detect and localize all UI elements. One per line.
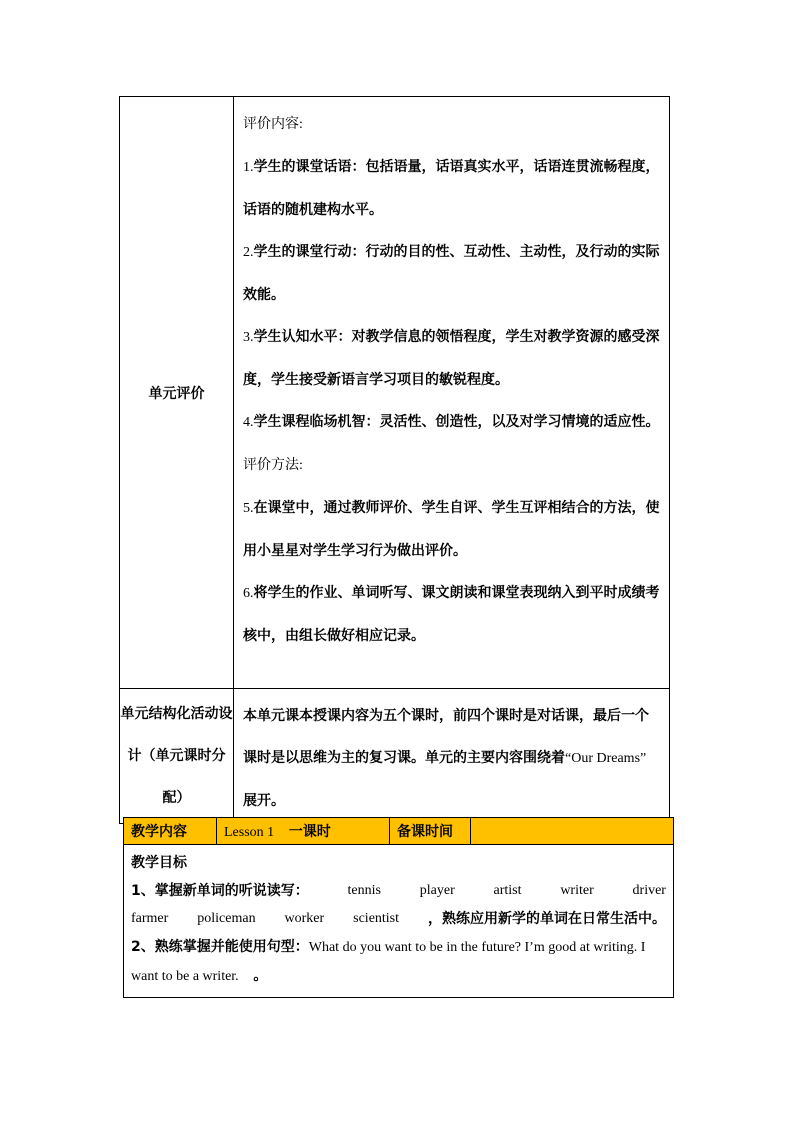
content-title: 评价内容: [243, 116, 303, 132]
method-item-5: 5.在课堂中，通过教师评价、学生自评、学生互评相结合的方法，使用小星星对学生学习行为做出评价。 [243, 500, 660, 559]
eval-item-1: 1.学生的课堂话语：包括语量，话语真实水平，话语连贯流畅程度，话语的随机建构水平。 [243, 159, 660, 218]
content-label: 教学内容 [124, 818, 217, 845]
prep-value [471, 818, 674, 845]
goals-cell [124, 845, 674, 998]
goal2: 2、熟练掌握并能使用句型：What do you want to be in the future? I’m good at writing. I want to be a writer. 。 [131, 939, 646, 984]
method-item-6: 6.将学生的作业、单词听写、课文朗读和课堂表现纳入到平时成绩考核中，由组长做好相应记录。 [243, 585, 660, 644]
eval-item-2: 2.学生的课堂行动：行动的目的性、互动性、主动性，及行动的实际效能。 [243, 244, 660, 303]
unit-eval-content [234, 97, 670, 689]
eval-item-4: 4.学生课程临场机智：灵活性、创造性，以及对学习情境的适应性。 [243, 414, 660, 430]
goal1-line1: 1、掌握新单词的听说读写： tennis player artist writer driver [131, 883, 666, 899]
lesson-cell: Lesson 1 一课时 [217, 818, 390, 845]
lesson-table [123, 817, 674, 998]
prep-label: 备课时间 [390, 818, 471, 845]
goals-title: 教学目标 [131, 855, 187, 871]
unit-design-content: 本单元课本授课内容为五个课时，前四个课时是对话课，最后一个课时是以思维为主的复习课。单元的主要内容围绕着“Our Dreams” 展开。 [234, 689, 670, 824]
eval-item-3: 3.学生认知水平：对教学信息的领悟程度，学生对教学资源的感受深度，学生接受新语言学习项目的敏锐程度。 [243, 329, 660, 388]
method-title: 评价方法: [243, 457, 303, 473]
unit-design-label: 单元结构化活动设计（单元课时分配） [120, 689, 234, 824]
unit-table [119, 96, 670, 824]
goal1-line2: farmer policeman worker scientist ，熟练应用新学的单词在日常生活中。 [131, 911, 666, 927]
unit-eval-label: 单元评价 [120, 97, 234, 689]
